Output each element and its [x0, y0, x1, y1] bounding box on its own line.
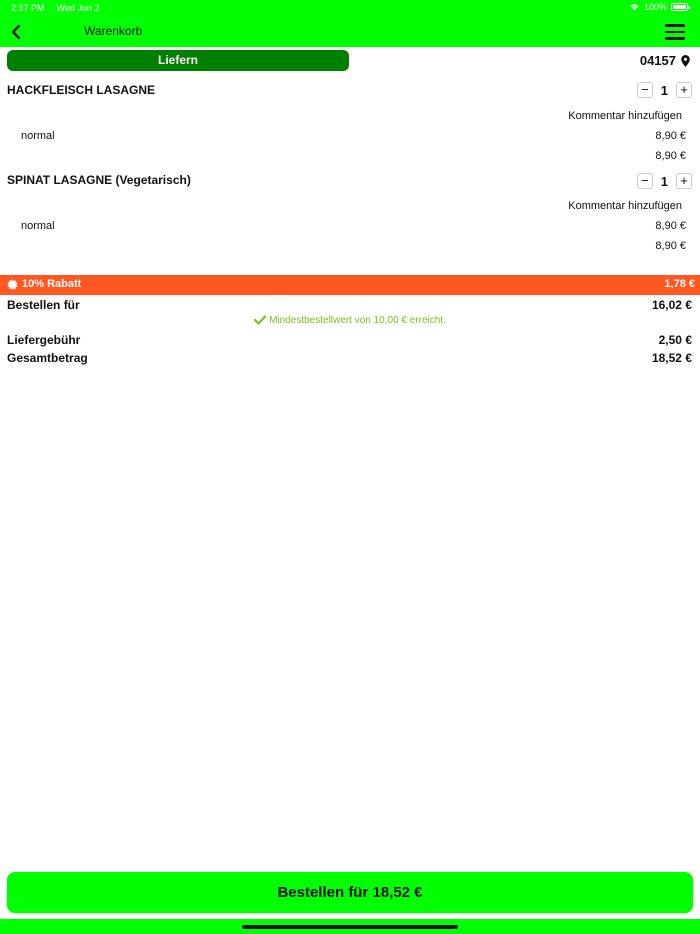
back-button[interactable]	[8, 22, 26, 42]
item-variant: normal	[21, 220, 55, 232]
total-value: 18,52 €	[651, 351, 692, 365]
min-order-message	[0, 315, 700, 326]
discount-amount: 1,78 €	[664, 278, 695, 290]
total-label: Gesamtbetrag	[7, 351, 88, 365]
delivery-mode-button[interactable]: Liefern	[7, 50, 349, 71]
menu-button[interactable]	[665, 24, 685, 40]
status-bar-left	[11, 3, 99, 13]
quantity-stepper	[637, 82, 692, 98]
header	[0, 0, 700, 47]
badge-icon	[7, 279, 18, 290]
minus-icon: −	[640, 173, 649, 188]
quantity-value: 1	[660, 82, 668, 98]
wifi-icon	[629, 3, 640, 11]
discount-label-group	[7, 278, 81, 290]
home-indicator[interactable]	[242, 925, 458, 929]
location-postcode[interactable]	[640, 53, 690, 68]
delivery-fee-value: 2,50 €	[658, 333, 692, 347]
battery-percent: 100%	[643, 2, 667, 12]
status-date: Wed Jun 2	[56, 3, 100, 13]
minus-icon: −	[640, 82, 649, 97]
cart-item-name: HACKFLEISCH LASAGNE	[7, 83, 156, 97]
item-total: 8,90 €	[655, 150, 686, 162]
discount-banner	[0, 275, 700, 295]
add-comment-link[interactable]: Kommentar hinzufügen	[568, 110, 682, 122]
location-pin-icon	[681, 55, 690, 67]
variant-price: 8,90 €	[655, 220, 686, 232]
page-title: Warenkorb	[84, 24, 143, 38]
cart-item-name: SPINAT LASAGNE (Vegetarisch)	[7, 173, 191, 187]
increase-quantity-button[interactable]	[676, 82, 692, 98]
postcode-text: 04157	[639, 53, 676, 68]
check-icon	[254, 315, 266, 325]
place-order-button[interactable]: Bestellen für 18,52 €	[7, 872, 693, 913]
decrease-quantity-button[interactable]	[637, 173, 653, 189]
variant-price: 8,90 €	[655, 130, 686, 142]
quantity-stepper	[637, 173, 692, 189]
add-comment-link[interactable]: Kommentar hinzufügen	[568, 200, 682, 212]
discount-label: 10% Rabatt	[22, 278, 82, 290]
battery-icon	[671, 3, 688, 11]
hamburger-menu-icon	[665, 24, 685, 40]
item-variant: normal	[21, 130, 55, 142]
item-total: 8,90 €	[655, 240, 686, 252]
status-bar-right	[629, 2, 688, 12]
status-time: 2:37 PM	[11, 3, 45, 13]
plus-icon: +	[680, 82, 688, 97]
min-order-text: Mindestbestellwert von 10,00 € erreicht.	[269, 315, 446, 326]
back-arrow-icon	[8, 22, 26, 42]
increase-quantity-button[interactable]	[676, 173, 692, 189]
quantity-value: 1	[660, 173, 668, 189]
order-for-label: Bestellen für	[7, 298, 80, 312]
decrease-quantity-button[interactable]	[637, 82, 653, 98]
plus-icon: +	[680, 173, 688, 188]
delivery-fee-label: Liefergebühr	[7, 333, 81, 347]
order-for-value: 16,02 €	[651, 298, 692, 312]
